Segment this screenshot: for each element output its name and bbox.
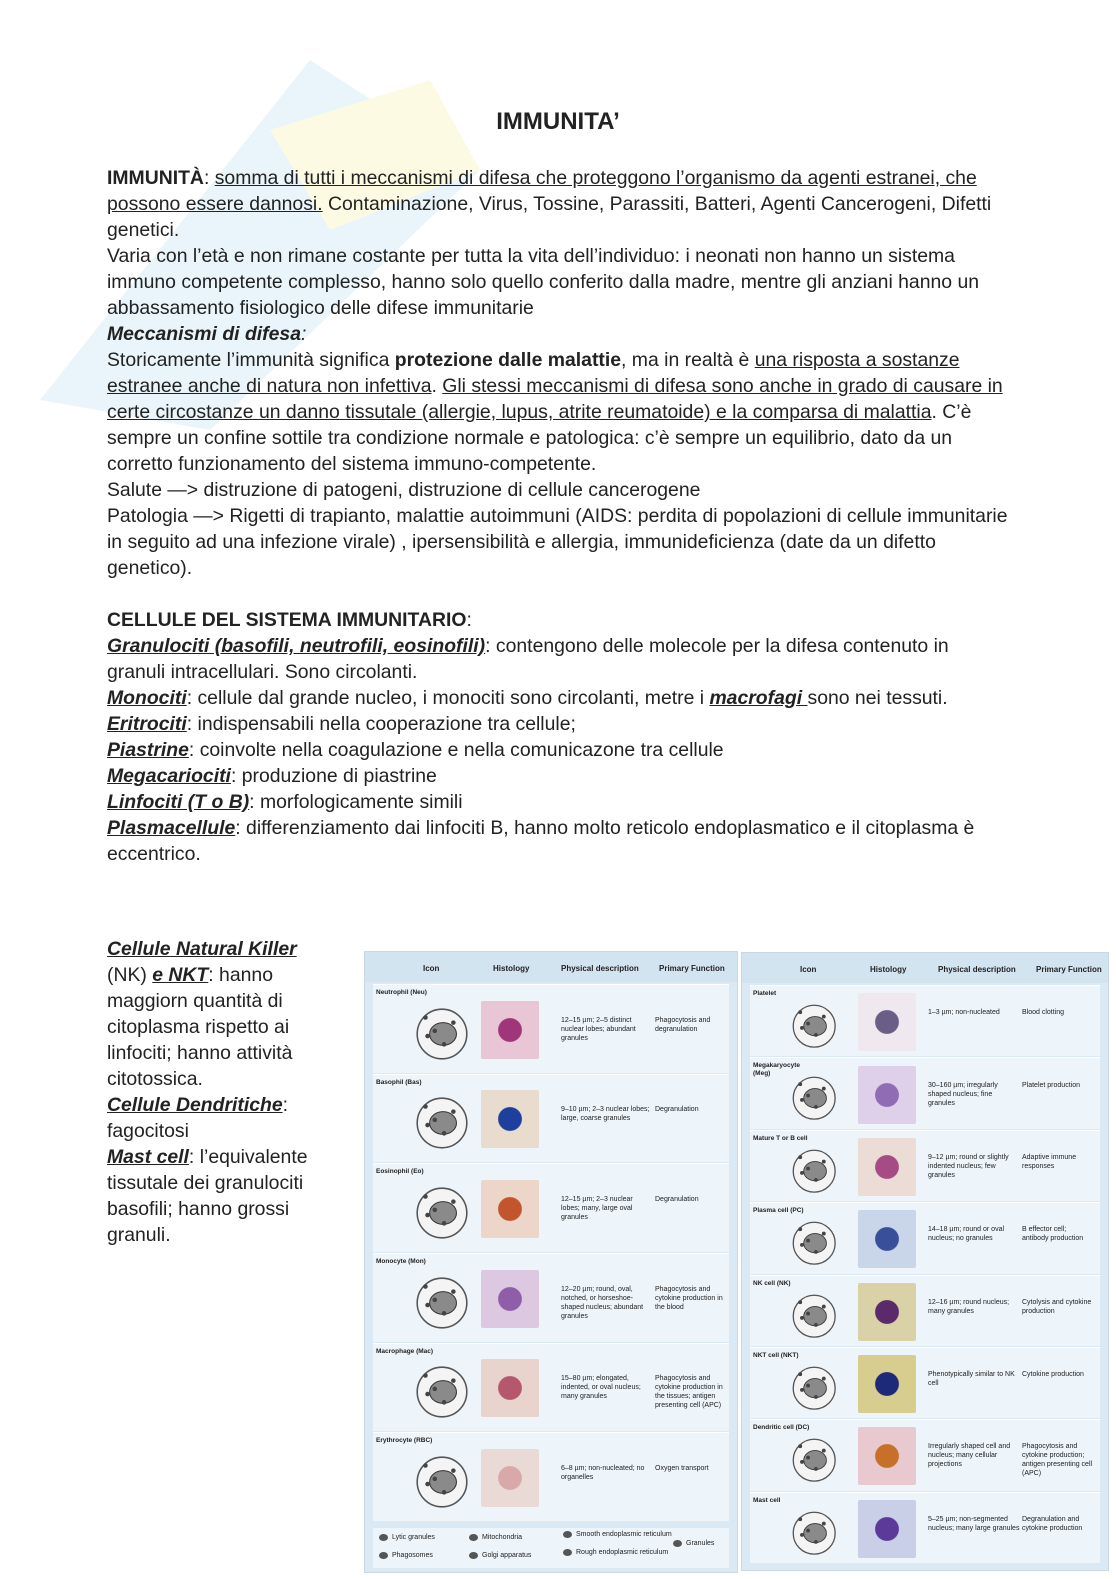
primary-function: Oxygen transport <box>655 1465 709 1473</box>
legend-item <box>469 1552 531 1559</box>
primary-function: B effector cell; antibody production <box>1022 1226 1084 1243</box>
header-physical: Physical description <box>561 964 639 973</box>
histology-image <box>481 1001 539 1059</box>
histology-image <box>481 1270 539 1328</box>
figure-row <box>750 1130 1100 1201</box>
immune-cells-figure-left <box>364 951 738 1573</box>
figure-row <box>750 1057 1100 1128</box>
side-cell-item <box>107 936 352 1092</box>
legend-label: Phagosomes <box>392 1552 433 1559</box>
physical-description: 1–3 µm; non-nucleated <box>928 1009 1000 1017</box>
primary-function: Platelet production <box>1022 1081 1080 1089</box>
header-function: Primary Function <box>1036 965 1102 974</box>
cell-type-name: NK cell (NK) <box>753 1279 791 1287</box>
figure-row <box>373 1163 729 1252</box>
cell-term: Mast cell <box>107 1146 189 1168</box>
legend-item <box>673 1540 714 1547</box>
histology-image <box>858 1138 916 1196</box>
age-paragraph: Varia con l’età e non rimane costante per tutta la vita dell’individuo: i neonati non hanno un sistema immuno competente complesso, hanno solo quello conferito dalla madre, mentre gli anziani hanno un abbassamento fisiologico delle difese immunitarie <box>107 245 980 319</box>
primary-function: Phagocytosis and degranulation <box>655 1016 711 1033</box>
cell-term: Cellule Dendritiche <box>107 1094 283 1116</box>
legend-marker-icon <box>379 1552 388 1559</box>
cell-term-mid: (NK) <box>107 964 153 986</box>
cell-icon <box>788 1000 840 1052</box>
cell-term: Linfociti (T o B) <box>107 791 250 813</box>
main-text <box>107 165 1012 867</box>
figure-header <box>742 953 1108 983</box>
primary-function: Blood clotting <box>1022 1009 1065 1017</box>
header-function: Primary Function <box>659 964 725 973</box>
cell-type-name: NKT cell (NKT) <box>753 1351 799 1359</box>
histology-image <box>481 1359 539 1417</box>
patologia-line: Patologia —> Rigetti di trapianto, malattie autoimmuni (AIDS: perdita di popolazioni di cellule immunitarie in seguito ad una infezione virale) , ipersensibilità e allergia, immunideficienza (date da un difetto genetico). <box>107 505 1008 579</box>
cell-term-secondary: macrofagi <box>709 687 808 709</box>
header-icon: Icon <box>423 964 440 973</box>
cell-term: Plasmacellule <box>107 817 236 839</box>
cell-icon <box>788 1145 840 1197</box>
side-cell-list <box>107 936 352 1248</box>
physical-description: 9–10 µm; 2–3 nuclear lobes; large, coarse granules <box>561 1106 650 1123</box>
figure-row <box>750 1202 1100 1273</box>
cell-description: : fagocitosi <box>107 1094 289 1142</box>
cell-icon <box>411 1182 473 1244</box>
cell-type-name: Dendritic cell (DC) <box>753 1424 810 1432</box>
figure-row <box>373 1432 729 1521</box>
physical-description: 15–80 µm; elongated, indented, or oval nucleus; many granules <box>561 1375 641 1401</box>
header-histology: Histology <box>870 965 907 974</box>
physical-description: 9–12 µm; round or slightly indented nucleus; few granules <box>928 1153 1009 1179</box>
intro-definition: somma di tutti i meccanismi di difesa che proteggono l’organismo da agenti estranei, che possono essere dannosi. <box>107 167 977 215</box>
figure-row <box>750 1347 1100 1418</box>
cell-item <box>107 737 1012 763</box>
page-title: IMMUNITA’ <box>496 108 620 135</box>
figure-row <box>373 984 729 1073</box>
cell-term-secondary: e NKT <box>152 964 209 986</box>
primary-function: Phagocytosis and cytokine production; antigen presenting cell (APC) <box>1022 1443 1093 1478</box>
cell-term: Granulociti (basofili, neutrofili, eosinofili) <box>107 635 486 657</box>
figure-row <box>750 985 1100 1056</box>
histology-image <box>858 1427 916 1485</box>
cell-item <box>107 815 1012 867</box>
legend-label: Golgi apparatus <box>482 1552 532 1559</box>
cell-type-name: Macrophage (Mac) <box>376 1347 434 1355</box>
intro-term: IMMUNITÀ <box>107 167 204 189</box>
physical-description: 12–20 µm; round, oval, notched, or horseshoe-shaped nucleus; abundant granules <box>561 1285 644 1320</box>
legend-item <box>563 1549 668 1556</box>
primary-function: Cytokine production <box>1022 1371 1084 1379</box>
cell-item <box>107 633 1012 685</box>
legend-marker-icon <box>563 1531 572 1538</box>
histology-image <box>858 1066 916 1124</box>
cell-icon <box>411 1361 473 1423</box>
histology-image <box>858 993 916 1051</box>
cell-description: : l’equivalente tissutale dei granulociti basofili; hanno grossi granuli. <box>107 1146 308 1246</box>
legend-marker-icon <box>379 1534 388 1541</box>
primary-function: Phagocytosis and cytokine production in the tissues; antigen presenting cell (APC) <box>655 1375 723 1410</box>
physical-description: 12–16 µm; round nucleus; many granules <box>928 1298 1010 1315</box>
cell-type-name: Mature T or B cell <box>753 1134 808 1142</box>
cell-description: : cellule dal grande nucleo, i monociti sono circolanti, metre i <box>186 687 710 709</box>
cell-description: : contengono delle molecole per la difesa contenuto in granuli intracellulari. Sono circolanti. <box>107 635 949 683</box>
legend-label: Smooth endoplasmic reticulum <box>576 1531 672 1538</box>
cell-list <box>107 633 1012 867</box>
histology-image <box>481 1180 539 1238</box>
cell-icon <box>788 1507 840 1559</box>
figure-row <box>750 1275 1100 1346</box>
legend-marker-icon <box>673 1540 682 1547</box>
cell-icon <box>788 1434 840 1486</box>
cell-term: Megacariociti <box>107 765 231 787</box>
figure-row <box>373 1253 729 1342</box>
cells-heading: CELLULE DEL SISTEMA IMMUNITARIO: <box>107 609 472 631</box>
immune-cells-figure-right <box>741 952 1109 1571</box>
cell-description: : hanno maggiorn quantità di citoplasma rispetto ai linfociti; hanno attività citotossica. <box>107 964 293 1090</box>
intro-definition-rest: Contaminazione, Virus, Tossine, Parassiti, Batteri, Agenti Cancerogeni, Difetti genetici. <box>107 193 992 241</box>
legend-item <box>563 1531 672 1538</box>
primary-function: Degranulation and cytokine production <box>1022 1515 1083 1532</box>
mechanisms-paragraph: Storicamente l’immunità significa protezione dalle malattie, ma in realtà è una risposta a sostanze estranee anche di natura non infettiva. Gli stessi meccanismi di difesa sono anche in grado di causare in certe circostanze un danno tissutale (allergie, lupus, atrite reumatoide) e la comparsa di malattia. C’è sempre un confine sottile tra condizione normale e patologica: c’è sempre un equilibrio, dato da un corretto funzionamento del sistema immuno-competente. <box>107 349 1003 475</box>
histology-image <box>481 1090 539 1148</box>
figure-legend <box>373 1528 729 1568</box>
physical-description: 30–160 µm; irregularly shaped nucleus; fine granules <box>928 1081 998 1107</box>
histology-image <box>858 1283 916 1341</box>
legend-item <box>379 1552 433 1559</box>
side-cell-item <box>107 1144 352 1248</box>
histology-image <box>858 1355 916 1413</box>
histology-image <box>481 1449 539 1507</box>
cell-item <box>107 789 1012 815</box>
cell-type-name: Neutrophil (Neu) <box>376 989 427 996</box>
cell-description: : coinvolte nella coagulazione e nella comunicazone tra cellule <box>188 739 724 761</box>
physical-description: 12–15 µm; 2–3 nuclear lobes; many, large oval granules <box>561 1196 633 1222</box>
cell-description: : differenziamento dai linfociti B, hanno molto reticolo endoplasmatico e il citoplasma è eccentrico. <box>107 817 975 865</box>
cell-term: Piastrine <box>107 739 189 761</box>
physical-description: 12–15 µm; 2–5 distinct nuclear lobes; abundant granules <box>561 1016 636 1042</box>
cell-item <box>107 685 1012 711</box>
primary-function: Degranulation <box>655 1106 699 1114</box>
cell-type-name: Erythrocyte (RBC) <box>376 1437 433 1445</box>
cell-type-name: Platelet <box>753 990 777 997</box>
cell-term: Cellule Natural Killer <box>107 938 297 960</box>
cell-type-name: Megakaryocyte (Meg) <box>753 1062 800 1078</box>
mechanisms-heading: Meccanismi di difesa: <box>107 323 307 345</box>
cell-icon <box>788 1072 840 1124</box>
cell-item <box>107 711 1012 737</box>
physical-description: Phenotypically similar to NK cell <box>928 1371 1015 1388</box>
cell-description-secondary: sono nei tessuti. <box>807 687 948 709</box>
header-physical: Physical description <box>938 965 1016 974</box>
cell-term: Eritrociti <box>107 713 187 735</box>
cell-type-name: Mast cell <box>753 1496 781 1504</box>
primary-function: Adaptive immune responses <box>1022 1153 1077 1170</box>
intro-paragraph: IMMUNITÀ: somma di tutti i meccanismi di difesa che proteggono l’organismo da agenti estranei, che possono essere dannosi. Contaminazione, Virus, Tossine, Parassiti, Batteri, Agenti Cancerogeni, Difetti genetici. <box>107 167 992 241</box>
cell-icon <box>411 1092 473 1154</box>
cell-description: : produzione di piastrine <box>230 765 437 787</box>
legend-label: Lytic granules <box>392 1534 435 1541</box>
side-cell-item <box>107 1092 352 1144</box>
primary-function: Phagocytosis and cytokine production in the blood <box>655 1285 723 1311</box>
legend-label: Rough endoplasmic reticulum <box>576 1549 669 1556</box>
legend-item <box>379 1534 435 1541</box>
cell-type-name: Plasma cell (PC) <box>753 1207 804 1215</box>
physical-description: 5–25 µm; non-segmented nucleus; many large granules <box>928 1515 1020 1532</box>
primary-function: Degranulation <box>655 1196 699 1204</box>
legend-label: Granules <box>686 1540 715 1547</box>
cell-item <box>107 763 1012 789</box>
legend-label: Mitochondria <box>482 1534 523 1541</box>
header-histology: Histology <box>493 964 530 973</box>
salute-line: Salute —> distruzione di patogeni, distruzione di cellule cancerogene <box>107 479 701 501</box>
cell-type-name: Basophil (Bas) <box>376 1078 422 1086</box>
histology-image <box>858 1500 916 1558</box>
histology-image <box>858 1210 916 1268</box>
physical-description: 6–8 µm; non-nucleated; no organelles <box>561 1465 645 1482</box>
cell-icon <box>411 1272 473 1334</box>
figure-header <box>365 952 737 982</box>
cell-description: : indispensabili nella cooperazione tra cellule; <box>186 713 576 735</box>
cell-description: : morfologicamente simili <box>249 791 463 813</box>
cell-type-name: Monocyte (Mon) <box>376 1258 426 1265</box>
cell-type-name: Eosinophil (Eo) <box>376 1168 424 1176</box>
cell-icon <box>788 1362 840 1414</box>
figure-row <box>373 1343 729 1432</box>
legend-marker-icon <box>469 1534 478 1541</box>
figure-row <box>750 1419 1100 1490</box>
cell-icon <box>788 1290 840 1342</box>
primary-function: Cytolysis and cytokine production <box>1022 1298 1092 1315</box>
figure-row <box>750 1492 1100 1563</box>
legend-marker-icon <box>469 1552 478 1559</box>
physical-description: Irregularly shaped cell and nucleus; many cellular projections <box>928 1443 1011 1469</box>
cell-term: Monociti <box>107 687 187 709</box>
cell-icon <box>411 1003 473 1065</box>
cell-icon <box>788 1217 840 1269</box>
legend-marker-icon <box>563 1549 572 1556</box>
figure-row <box>373 1074 729 1163</box>
cell-icon <box>411 1451 473 1513</box>
legend-item <box>469 1534 522 1541</box>
physical-description: 14–18 µm; round or oval nucleus; no granules <box>928 1226 1005 1243</box>
header-icon: Icon <box>800 965 817 974</box>
